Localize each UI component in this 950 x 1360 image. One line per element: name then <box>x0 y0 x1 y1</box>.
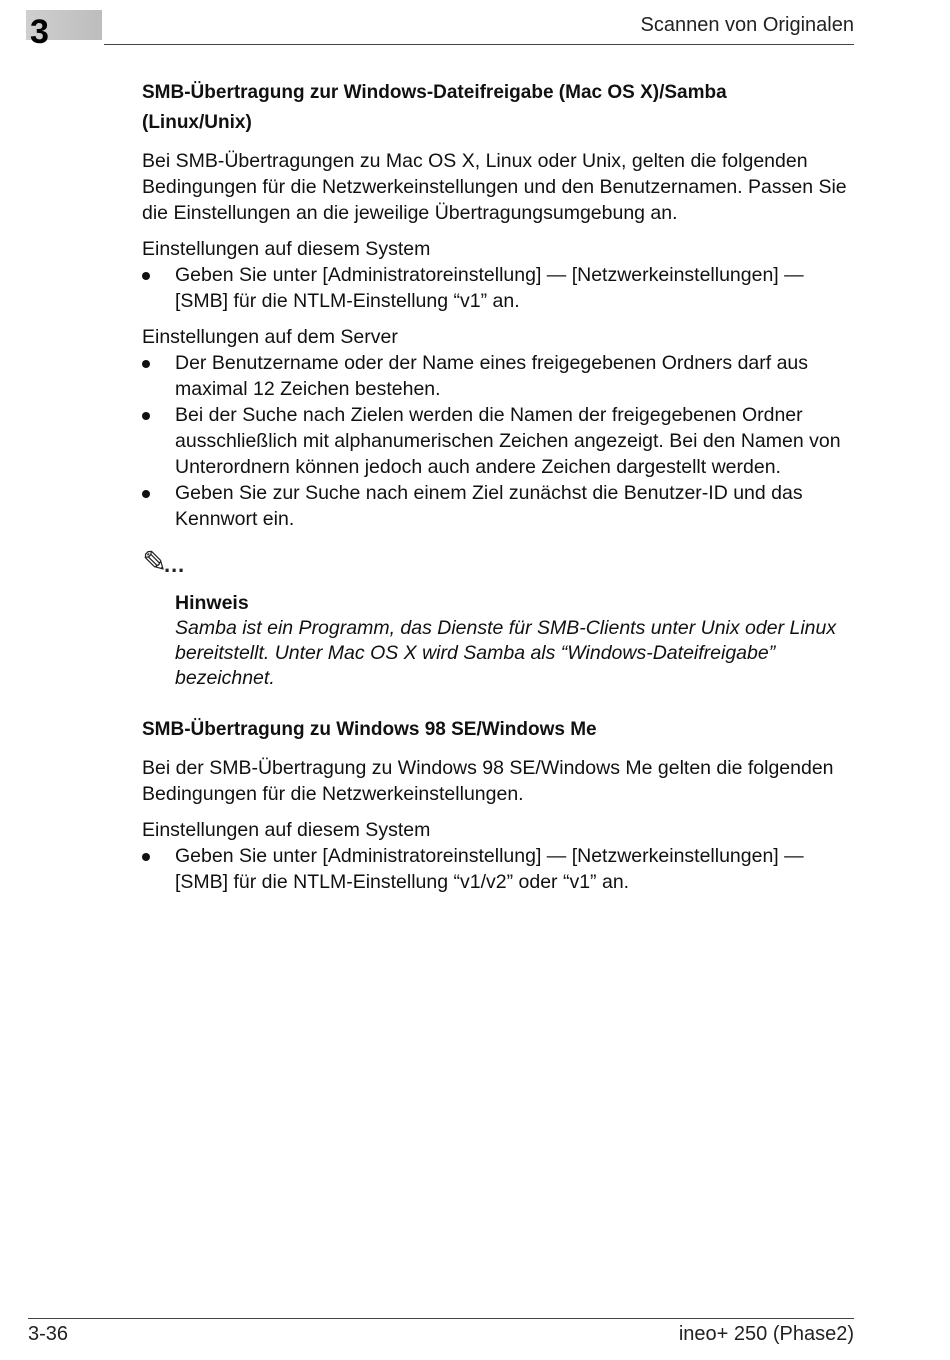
section-heading-smb-mac <box>142 78 854 138</box>
bullet-icon <box>142 360 150 368</box>
footer-divider <box>28 1318 854 1319</box>
bullet-icon <box>142 490 150 498</box>
system-settings-label: Einstellungen auf diesem System <box>142 238 431 260</box>
server-settings-label: Einstellungen auf dem Server <box>142 326 398 348</box>
note-text: Samba ist ein Programm, das Dienste für SMB-Clients unter Unix oder Linux bereitstellt. Unter Mac OS X wird Samba als “Windows-Dateifreigabe” bezeichnet. <box>175 617 837 689</box>
list-item-text: Geben Sie unter [Administratoreinstellung] — [Netzwerkeinstellungen] — [SMB] für die NTLM-Einstellung “v1” an. <box>175 264 804 312</box>
note-body <box>175 590 854 691</box>
list-item <box>142 843 854 895</box>
list-item <box>142 350 854 402</box>
running-header-title: Scannen von Originalen <box>640 14 854 36</box>
section-heading-smb-win98: SMB-Übertragung zu Windows 98 SE/Windows Me <box>142 719 597 740</box>
system-settings-label: Einstellungen auf diesem System <box>142 819 431 841</box>
section-intro-paragraph: Bei der SMB-Übertragung zu Windows 98 SE/Windows Me gelten die folgenden Bedingungen für die Netzwerkeinstellungen. <box>142 757 834 805</box>
section-heading-line2: (Linux/Unix) <box>142 112 252 133</box>
list-item <box>142 262 854 314</box>
list-item <box>142 480 854 532</box>
section-intro-paragraph: Bei SMB-Übertragungen zu Mac OS X, Linux oder Unix, gelten die folgenden Bedingungen für die Netzwerkeinstellungen und den Benutzernamen. Passen Sie die Einstellungen an die jeweilige Übertragungsumgebung an. <box>142 150 847 224</box>
system-settings-list <box>142 262 854 314</box>
list-item <box>142 402 854 480</box>
note-heading: Hinweis <box>175 592 249 614</box>
bullet-icon <box>142 272 150 280</box>
list-item-text: Bei der Suche nach Zielen werden die Namen der freigegebenen Ordner ausschließlich mit alphanumerischen Zeichen angezeigt. Bei den Namen von Unterordnern können jedoch auch andere Zeichen dargestellt werden. <box>175 404 841 478</box>
chapter-number: 3 <box>30 13 49 51</box>
header-divider <box>104 44 854 45</box>
product-name: ineo+ 250 (Phase2) <box>678 1323 854 1345</box>
list-item-text: Geben Sie zur Suche nach einem Ziel zunächst die Benutzer-ID und das Kennwort ein. <box>175 482 803 530</box>
system-settings-list <box>142 843 854 895</box>
section-heading-line1: SMB-Übertragung zur Windows-Dateifreigabe (Mac OS X)/Samba <box>142 82 727 103</box>
server-settings-list <box>142 350 854 532</box>
page-content <box>142 78 854 905</box>
bullet-icon <box>142 853 150 861</box>
pencil-note-icon: ✎… <box>142 546 188 579</box>
bullet-icon <box>142 412 150 420</box>
list-item-text: Geben Sie unter [Administratoreinstellung] — [Netzwerkeinstellungen] — [SMB] für die NTLM-Einstellung “v1/v2” oder “v1” an. <box>175 845 804 893</box>
note-box <box>142 546 854 691</box>
page-number: 3-36 <box>28 1323 69 1345</box>
list-item-text: Der Benutzername oder der Name eines freigegebenen Ordners darf aus maximal 12 Zeichen bestehen. <box>175 352 809 400</box>
